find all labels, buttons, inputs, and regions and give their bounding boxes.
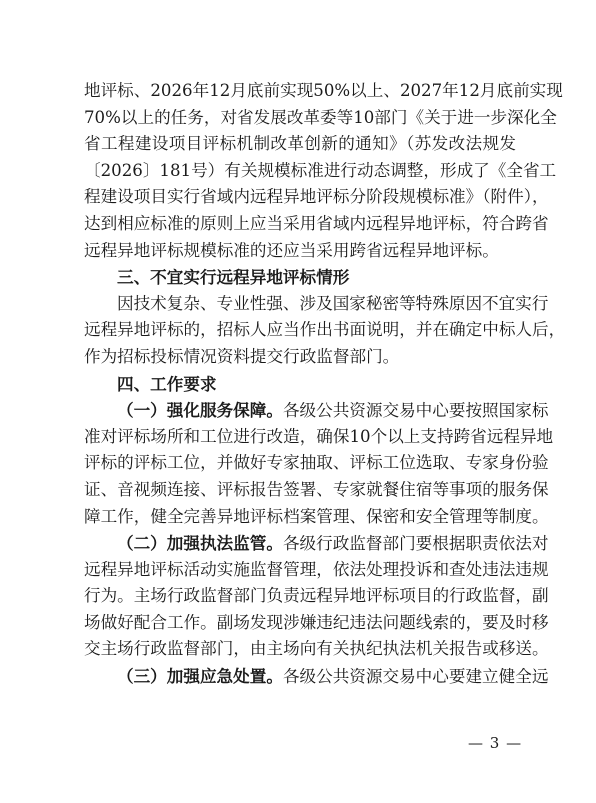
text-line [84, 105, 557, 132]
body-text [84, 78, 566, 690]
line-text: 各级行政监督部门要根据职责依法对 [282, 534, 549, 554]
text-line [84, 663, 549, 690]
line-text: 远程异地评标的，招标人应当作出书面说明，并在确定中标人后， [84, 320, 566, 340]
line-text: 各级公共资源交易中心要按照国家标 [282, 401, 549, 421]
page-number: — 3 — [468, 734, 523, 752]
text-line [84, 397, 549, 424]
text-line [84, 610, 549, 637]
line-text: 证、音视频连接、评标报告签署、专家就餐住宿等事项的服务保 [84, 479, 549, 499]
bold-lead: （一）强化服务保障。 [117, 400, 283, 421]
line-text: 评标的评标工位，并做好专家抽取、评标工位选取、专家身份验 [84, 453, 549, 473]
text-line [84, 238, 516, 265]
text-line [84, 477, 549, 504]
line-text: 远程异地评标规模标准的还应当采用跨省远程异地评标。 [84, 240, 499, 260]
text-line [84, 78, 563, 105]
text-line [84, 583, 549, 610]
text-line [84, 530, 549, 557]
text-line [84, 344, 516, 371]
bold-lead: （二）加强执法监管。 [117, 533, 283, 554]
line-text: 远程异地评标活动实施监督管理，依法处理投诉和查处违法违规 [84, 559, 549, 579]
line-text: 达到相应标准的原则上应当采用省域内远程异地评标，符合跨省 [84, 213, 549, 233]
text-line [84, 504, 549, 531]
line-text: 行为。主场行政监督部门负责远程异地评标项目的行政监督，副 [84, 586, 549, 606]
line-text: 四、工作要求 [117, 373, 217, 394]
line-text: 省工程建设项目评标机制改革创新的通知》（苏发改法规发 [84, 134, 516, 154]
bold-lead: （三）加强应急处置。 [117, 666, 283, 687]
line-text: 地评标、2026年12月底前实现50%以上、2027年12月底前实现 [84, 81, 563, 100]
line-text: 准对评标场所和工位进行改造，确保10个以上支持跨省远程异地 [84, 426, 554, 446]
line-text: 70%以上的任务，对省发展改革委等10部门《关于进一步深化全 [84, 107, 557, 127]
text-line [84, 291, 549, 318]
line-text: 程建设项目实行省域内远程异地评标分阶段规模标准》（附件）， [84, 187, 549, 207]
line-text: 场做好配合工作。副场发现涉嫌违纪违法问题线索的，要及时移 [84, 612, 549, 632]
text-line [84, 184, 549, 211]
line-text: 〔2026〕181号）有关规模标准进行动态调整，形成了《全省工 [84, 160, 557, 180]
text-line [84, 158, 557, 185]
text-line [84, 131, 516, 158]
line-text: 因技术复杂、专业性强、涉及国家秘密等特殊原因不宜实行 [117, 293, 549, 313]
line-text: 各级公共资源交易中心要建立健全远 [282, 667, 549, 687]
text-line [84, 317, 566, 344]
text-line [84, 636, 549, 663]
line-text: 障工作，健全完善异地评标档案管理、保密和安全管理等制度。 [84, 506, 549, 526]
section-heading [84, 264, 516, 291]
text-line [84, 424, 554, 451]
line-text: 作为招标投标情况资料提交行政监督部门。 [84, 346, 400, 366]
text-line [84, 450, 549, 477]
text-line [84, 211, 549, 238]
line-text: 三、不宜实行远程异地评标情形 [117, 267, 350, 288]
section-heading [84, 371, 516, 398]
line-text: 交主场行政监督部门，由主场向有关执纪执法机关报告或移送。 [84, 639, 549, 659]
text-line [84, 557, 549, 584]
